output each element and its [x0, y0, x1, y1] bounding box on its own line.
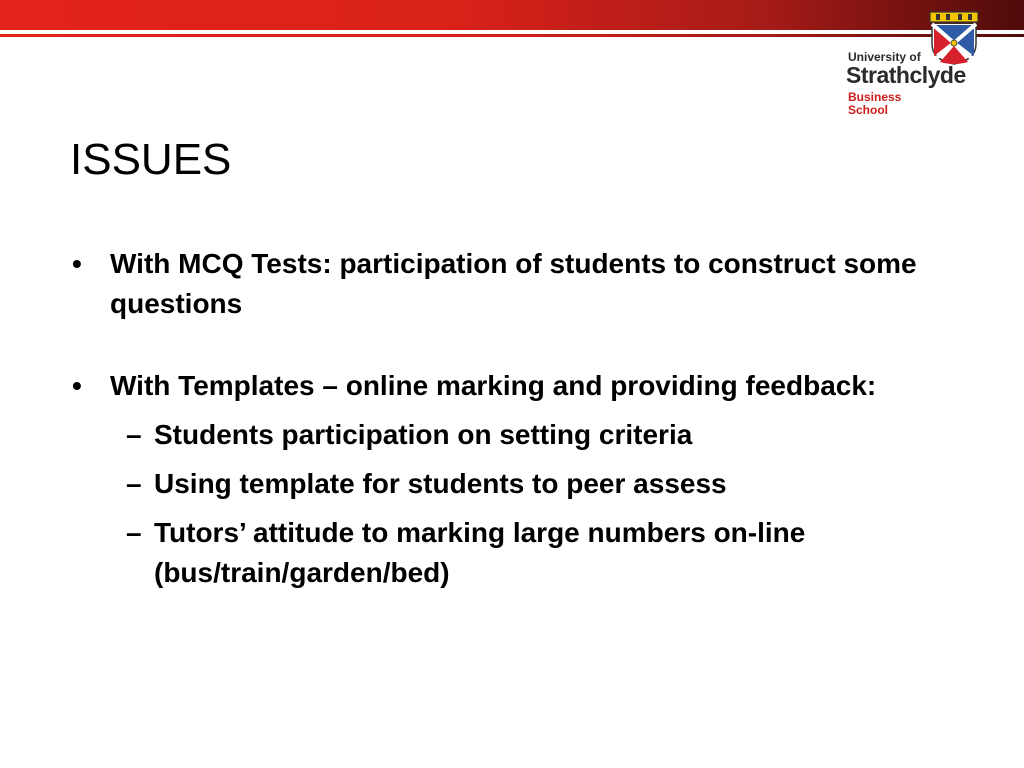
- bullet-marker: •: [72, 370, 82, 401]
- sub-bullet-list: [70, 415, 970, 593]
- sub-bullet-text: Tutors’ attitude to marking large numbers on-line (bus/train/garden/bed): [154, 517, 806, 588]
- university-logo: [840, 10, 990, 120]
- bullet-marker: •: [72, 248, 82, 279]
- slide-title: ISSUES: [70, 135, 232, 184]
- sub-bullet-item: [70, 513, 970, 593]
- sub-bullet-marker: –: [126, 517, 142, 548]
- slide-body: [70, 244, 970, 593]
- bullet-item: [70, 244, 970, 324]
- logo-line-business: Business: [848, 90, 902, 104]
- sub-bullet-marker: –: [126, 419, 142, 450]
- logo-line-school: School: [848, 103, 889, 117]
- bullet-text: With MCQ Tests: participation of students to construct some questions: [110, 248, 917, 319]
- sub-bullet-text: Using template for students to peer assess: [154, 468, 727, 499]
- logo-line-strathclyde: Strathclyde: [846, 62, 966, 88]
- crest-icon: [928, 10, 980, 66]
- logo-line-university: University of: [848, 50, 921, 64]
- bullet-text: With Templates – online marking and providing feedback:: [110, 370, 877, 401]
- sub-bullet-item: [70, 415, 970, 455]
- sub-bullet-text: Students participation on setting criteria: [154, 419, 693, 450]
- sub-bullet-item: [70, 464, 970, 504]
- bullet-item: [70, 366, 970, 406]
- sub-bullet-marker: –: [126, 468, 142, 499]
